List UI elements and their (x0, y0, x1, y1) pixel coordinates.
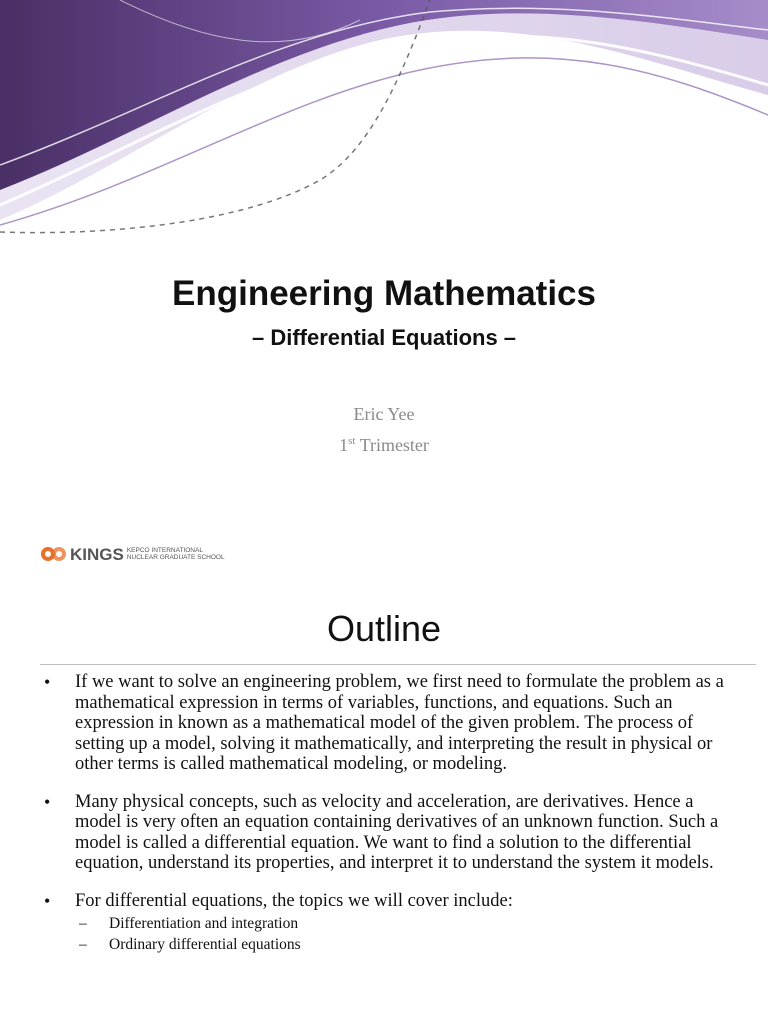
logo-wordmark: KINGS (70, 544, 124, 564)
sub-marker: – (79, 936, 87, 953)
author-name: Eric Yee (353, 404, 415, 424)
presentation-subtitle: – Differential Equations – (251, 325, 517, 350)
bullet-list (44, 672, 734, 955)
bullet-item (44, 891, 734, 956)
sub-item (75, 913, 734, 934)
outline-slide (0, 582, 768, 1024)
kings-logo (40, 543, 225, 565)
bullet-item (44, 672, 734, 775)
bullet-marker: • (44, 672, 51, 692)
term-number: 1 (339, 435, 349, 455)
sub-marker: – (79, 915, 87, 932)
sub-list (75, 913, 734, 955)
bullet-text: For differential equations, the topics we will cover include: (75, 890, 513, 911)
logo-subtitle (127, 547, 225, 561)
purple-wave-decoration (0, 0, 768, 250)
bullet-text: Many physical concepts, such as velocity and acceleration, are derivatives. Hence a model is very often an equation containing derivatives of an unknown function. Such a model is called a differential equation. We want to find a solution to the differential equation, understand its properties, and interpret it to understand the system it models. (75, 791, 719, 873)
sub-text: Ordinary differential equations (109, 936, 301, 953)
bullet-marker: • (44, 890, 51, 911)
sub-text: Differentiation and integration (109, 915, 299, 932)
bullet-marker: • (44, 791, 51, 812)
term-ordinal: st (348, 435, 356, 447)
kings-logo-icon (40, 546, 68, 562)
title-divider (40, 664, 756, 665)
logo-subtitle-line2: NUCLEAR GRADUATE SCHOOL (126, 554, 225, 561)
bullet-item (44, 792, 734, 874)
term-label (0, 435, 768, 456)
sub-item (75, 934, 734, 955)
presentation-title: Engineering Mathematics (172, 274, 596, 313)
term-word: Trimester (355, 435, 429, 455)
logo-subtitle-line1: KEPCO INTERNATIONAL (126, 547, 203, 554)
outline-title: Outline (326, 608, 442, 649)
bullet-text: If we want to solve an engineering problem, we first need to formulate the problem as a mathematical expression in terms of variables, functions, and equations. Such an expression in known as a mathematical model of the given problem. The process of setting up a model, solving it mathematically, and interpreting the result in physical or other terms is called mathematical modeling, or modeling. (75, 672, 724, 774)
